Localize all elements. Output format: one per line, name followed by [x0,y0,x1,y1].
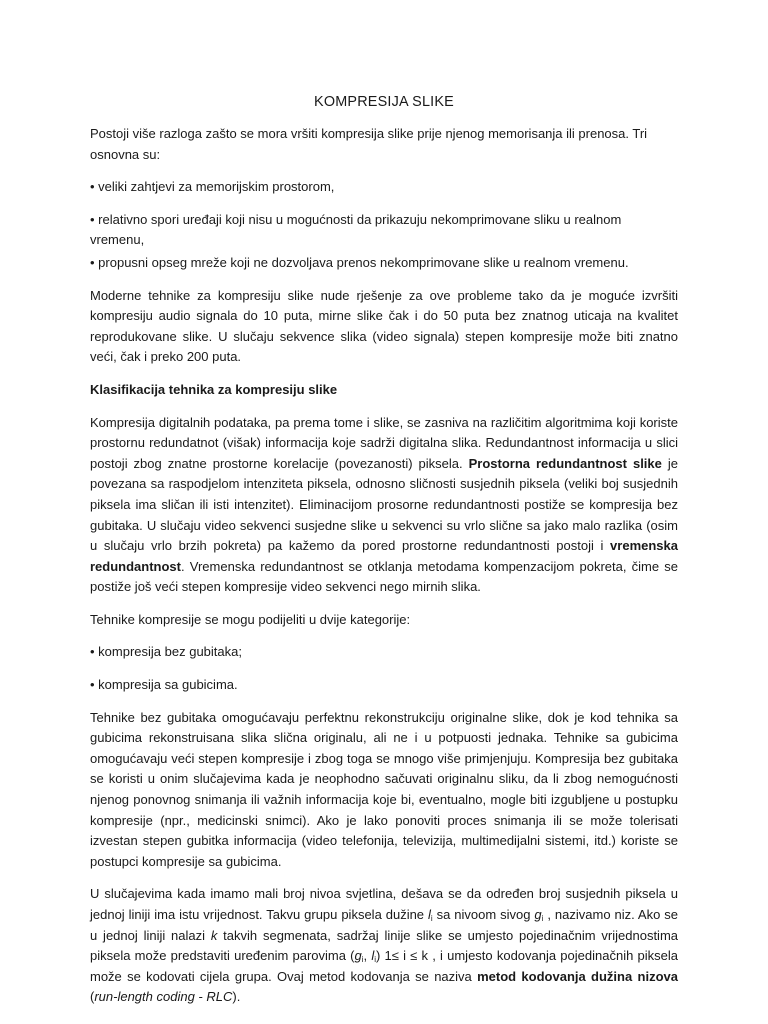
rlc-text-3: , nazivamo niz. Ako se u jednoj liniji nalazi [90,907,679,943]
spatial-redundancy-term: Prostorna redundantnost slike [468,455,662,471]
sub-i: i [541,914,544,923]
rlc-text-6: ( [90,989,95,1005]
reason-item-1: • veliki zahtjevi za memorijskim prostorom, [90,177,678,198]
rlc-text-5: ) 1≤ i ≤ k , i umjesto kodovanja pojedinačnih piksela može se kodovati cijela grupa. Ovaj metod kodovanja se naziva [90,948,678,984]
var-l: l [427,907,431,922]
section-heading: Klasifikacija tehnika za kompresiju slike [90,381,338,397]
categories-intro: Tehnike kompresije se mogu podijeliti u dvije kategorije: [90,611,411,627]
rlc-text-7: ). [232,989,241,1005]
rlc-paragraph [90,884,678,1008]
var-k: k [210,927,218,943]
rlc-text-2: sa nivoom sivog [432,907,535,922]
category-item-2: • kompresija sa gubicima. [90,675,678,696]
sub-i: i [361,955,364,965]
rlc-method-term: metod kodovanja dužina nizova [477,968,678,984]
modern-techniques-paragraph: Moderne tehnike za kompresiju slike nude rješenje za ove probleme tako da je moguće izvršiti kompresiju audio signala do 10 puta, mirne slike čak i do 50 puta bez znatnog uticaja na kvalitet reprodukovane slike. U slučaju sekvence slika (video signala) stepen kompresije može biti znatno veći, čak i preko 200 puta. [90,287,678,365]
rlc-text-1: U slučajevima kada imamo mali broj nivoa svjetlina, dešava se da određen broj susjednih piksela u jednoj liniji ima istu vrijednost. Takvu grupu piksela dužine [90,886,678,922]
classification-text-3: . Vremenska redundantnost se otklanja metodama kompenzacijom pokreta, čime se postiže još veći stepen kompresije video sekvenci nego mirnih slika. [90,558,678,595]
var-g: g [534,907,542,922]
classification-paragraph [90,413,678,598]
rlc-english-term: run-length coding - RLC [94,989,233,1005]
page-title: KOMPRESIJA SLIKE [314,94,454,110]
intro-paragraph: Postoji više razloga zašto se mora vršiti kompresija slike prije njenog memorisanja ili prenosa. Tri osnovna su: [90,126,648,162]
reason-item-2: • relativno spori uređaji koji nisu u mogućnosti da prikazuju nekomprimovane sliku u realnom vremenu, [90,210,678,251]
temporal-redundancy-term: vremenska redundantnost [90,538,678,574]
lossless-paragraph: Tehnike bez gubitaka omogućavaju perfektnu rekonstrukciju originalne slike, dok je kod tehnika sa gubicima rekonstruisana slika slična originalu, ali ne i u potpuosti jednaka. Tehnike sa gubicima omogućavaju veći stepen kompresije i zbog toga se mnogo više primjenjuju. Kompresija bez gubitaka se koristi u onim slučajevima kada je neophodno sačuvati originalnu sliku, da li zbog nemogućnosti njenog ponovnog snimanja ili važnih informacija koje bi, eventualno, mogle biti izgubljene u postupku kompresije (npr., medicinski snimci). Ako je lako ponoviti proces snimanja ili se može tolerisati izvestan stepen gubitka informacija (video telefonija, televizija, multimedijalni sistemi, itd.) koriste se postupci kompresije sa gubicima. [90,709,678,869]
var-l: l [371,948,375,964]
sub-i: i [374,955,376,965]
reason-item-3: • propusni opseg mreže koji ne dozvoljava prenos nekomprimovane slike u realnom vremenu. [90,253,678,274]
rlc-text-4: takvih segmenata, sadržaj linije slike se umjesto pojedinačnim vrijednostima piksela može predstaviti uređenim parovima ( [90,927,679,964]
sub-i: i [430,914,433,923]
classification-text-1: Kompresija digitalnih podataka, pa prema tome i slike, se zasniva na različitim algoritmima koji koriste prostornu redundatnot (višak) informacija koje sadrži digitalna slika. Redundantnost informacija u slici postoji zbog znatne prostorne korelacije (povezanosti) piksela. [90,414,678,471]
var-g: g [354,948,362,964]
pair-separator: , [363,948,372,964]
classification-text-2: je povezana sa raspodjelom intenziteta piksela, odnosno sličnosti susjednih piksela (veliki boj susjednih piksela ima sličan ili isti intenzitet). Eliminacijom prosorne redundantnosti postiže se kompresija bez gubitaka. U slučaju video sekvenci susjedne slike u sekvenci su vrlo slične sa jako malo razlika (osim u slučaju vrlo brzih pokreta) pa kažemo da pored prostorne redundantnosti postoji i [90,455,678,554]
category-item-1: • kompresija bez gubitaka; [90,642,678,663]
